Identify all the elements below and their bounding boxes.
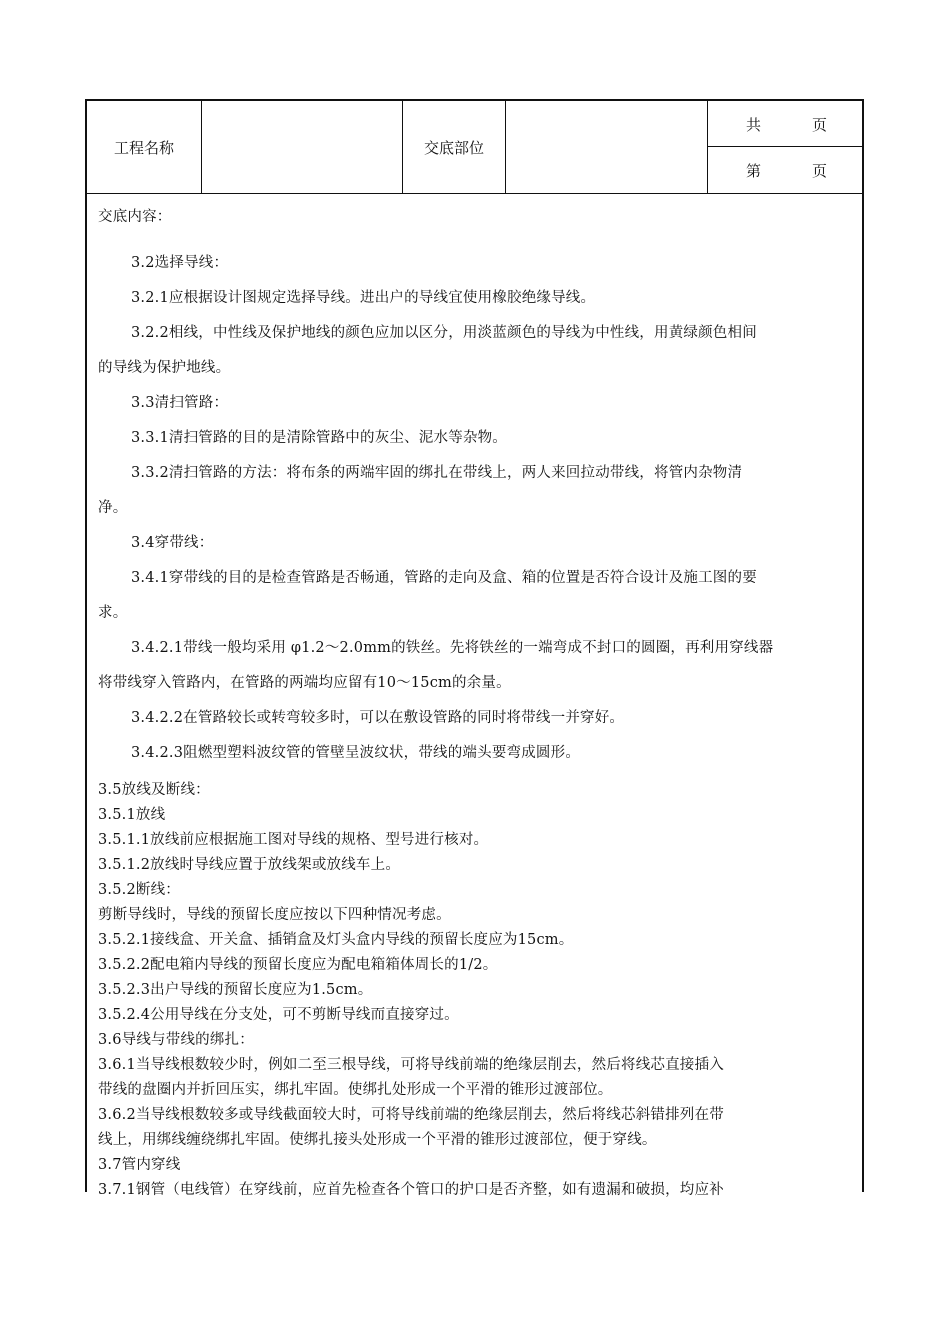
disclosure-form (85, 99, 864, 1198)
text-line: 线上，用绑线缠绕绑扎牢固。使绑扎接头处形成一个平滑的锥形过渡部位，便于穿线。 (98, 1132, 657, 1148)
disclosure-part-value[interactable] (506, 101, 707, 193)
text-line: 3.5.2断线： (98, 882, 180, 898)
text-line: 净。 (98, 500, 128, 516)
text-line: 3.2.1应根据设计图规定选择导线。进出户的导线宜使用橡胶绝缘导线。 (131, 290, 596, 306)
text-line: 将带线穿入管路内，在管路的两端均应留有10～15cm的余量。 (98, 675, 511, 691)
text-line: 3.6.1当导线根数较少时，例如二至三根导线，可将导线前端的绝缘层削去，然后将线芯直接插入 (98, 1057, 724, 1073)
form-header (87, 101, 862, 194)
text-line: 3.4.2.3阻燃型塑料波纹管的管壁呈波纹状，带线的端头要弯成圆形。 (131, 745, 581, 761)
text-line: 3.4.2.1带线一般均采用 φ1.2～2.0mm的铁丝。先将铁丝的一端弯成不封口的圆圈，再利用穿线器 (131, 640, 774, 656)
text-line: 带线的盘圈内并折回压实，绑扎牢固。使绑扎处形成一个平滑的锥形过渡部位。 (98, 1082, 613, 1098)
text-line: 3.4穿带线： (131, 535, 214, 551)
text-line: 3.3.2清扫管路的方法：将布条的两端牢固的绑扎在带线上，两人来回拉动带线，将管内杂物清 (131, 465, 743, 481)
text-line: 3.5.1.2放线时导线应置于放线架或放线车上。 (98, 857, 401, 873)
text-line: 3.5.2.2配电箱内导线的预留长度应为配电箱箱体周长的1/2。 (98, 957, 498, 973)
text-line: 3.6导线与带线的绑扎： (98, 1032, 254, 1048)
total-pages-cell (708, 101, 862, 147)
page-unit: 页 (812, 161, 828, 180)
text-line: 3.4.1穿带线的目的是检查管路是否畅通，管路的走向及盒、箱的位置是否符合设计及施工图的要 (131, 570, 757, 586)
text-line: 3.3清扫管路： (131, 395, 229, 411)
text-line: 3.5.2.3出户导线的预留长度应为1.5cm。 (98, 982, 373, 998)
text-line: 的导线为保护地线。 (98, 360, 231, 376)
total-unit: 页 (812, 115, 828, 134)
text-line: 3.7.1钢管（电线管）在穿线前，应首先检查各个管口的护口是否齐整，如有遗漏和破损，均应补 (98, 1182, 724, 1198)
text-line: 3.5.1放线 (98, 807, 166, 823)
project-name-value[interactable] (202, 101, 402, 193)
content-label: 交底内容： (98, 209, 172, 225)
page-number-cell (708, 147, 862, 193)
text-line: 3.6.2当导线根数较多或导线截面较大时，可将导线前端的绝缘层削去，然后将线芯斜错排列在带 (98, 1107, 724, 1123)
text-line: 3.7管内穿线 (98, 1157, 181, 1173)
text-line: 3.2.2相线，中性线及保护地线的颜色应加以区分，用淡蓝颜色的导线为中性线，用黄绿颜色相间 (131, 325, 757, 341)
total-label: 共 (746, 115, 762, 134)
text-line: 3.5.2.1接线盒、开关盒、插销盒及灯头盒内导线的预留长度应为15cm。 (98, 932, 574, 948)
disclosure-part-label: 交底部位 (423, 138, 484, 157)
text-line: 3.3.1清扫管路的目的是清除管路中的灰尘、泥水等杂物。 (131, 430, 507, 446)
text-line: 3.2选择导线： (131, 255, 229, 271)
project-name-label: 工程名称 (113, 138, 174, 157)
text-line: 求。 (98, 605, 128, 621)
text-line: 3.5放线及断线： (98, 782, 210, 798)
text-line: 3.5.2.4公用导线在分支处，可不剪断导线而直接穿过。 (98, 1007, 459, 1023)
text-line: 3.5.1.1放线前应根据施工图对导线的规格、型号进行核对。 (98, 832, 489, 848)
text-line: 3.4.2.2在管路较长或转弯较多时，可以在敷设管路的同时将带线一并穿好。 (131, 710, 625, 726)
text-line: 剪断导线时，导线的预留长度应按以下四种情况考虑。 (98, 907, 451, 923)
page-label: 第 (746, 161, 762, 180)
